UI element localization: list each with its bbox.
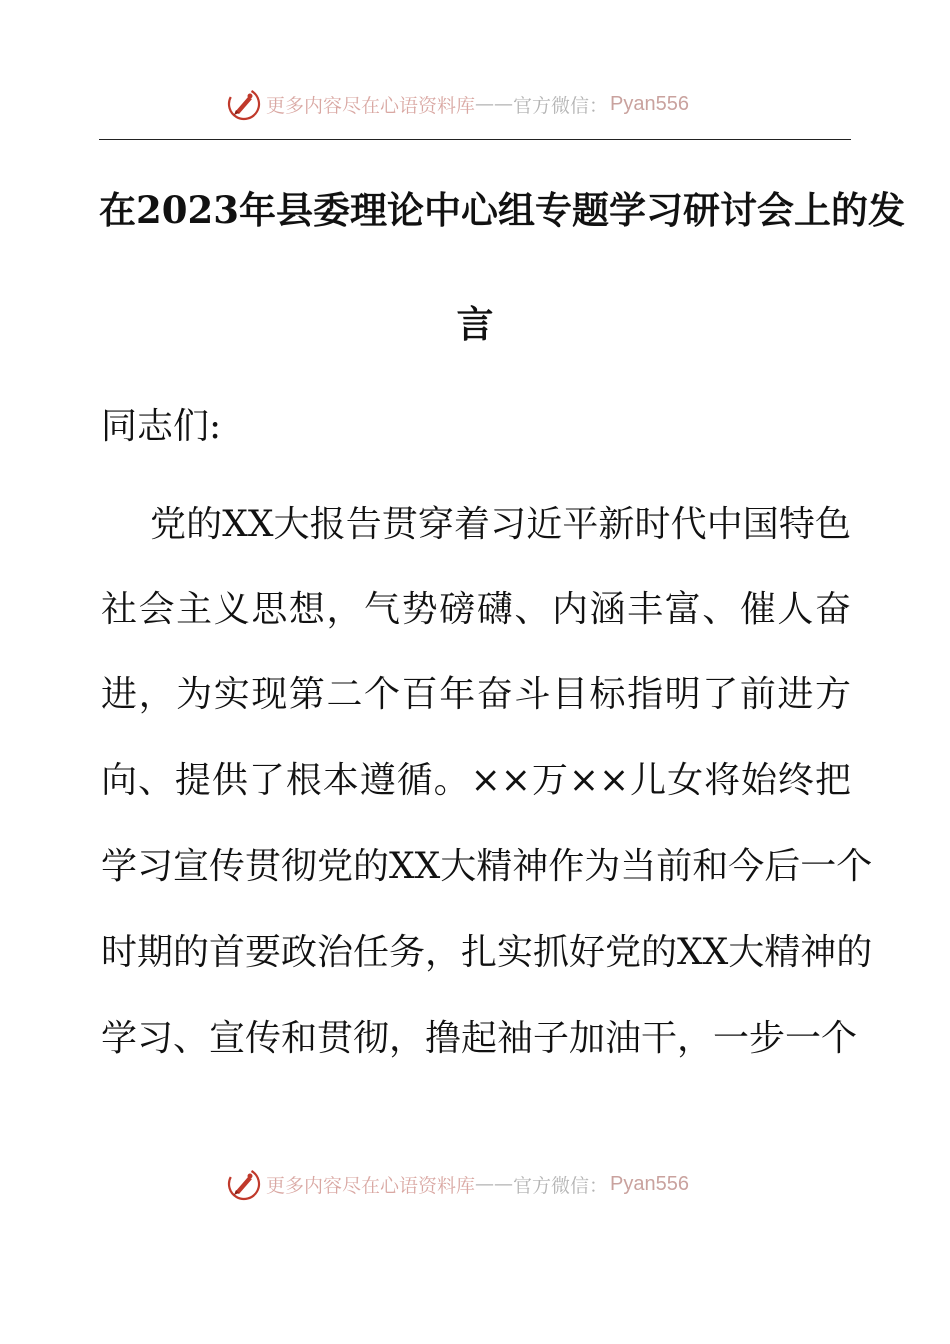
body-line: 进，为实现第二个百年奋斗目标指明了前进方 — [101, 674, 851, 715]
pen-logo-icon — [226, 86, 262, 122]
pen-logo-icon — [226, 1166, 262, 1202]
watermark-wechat-id: Pyan556 — [610, 92, 689, 115]
body-line: 社会主义思想，气势磅礴、内涵丰富、催人奋 — [101, 589, 851, 630]
header-watermark — [0, 84, 950, 124]
body-line: 学习宣传贯彻党的XX大精神作为当前和今后一个 — [101, 846, 873, 887]
body-line: 学习、宣传和贯彻，撸起袖子加油干，一步一个 — [101, 1018, 858, 1059]
document-title-line-1: 在2023年县委理论中心组专题学习研讨会上的发 — [99, 188, 905, 232]
body-line: 时期的首要政治任务，扎实抓好党的XX大精神的 — [101, 932, 873, 973]
watermark-main-text: 更多内容尽在心语资料库 — [266, 1174, 476, 1197]
watermark-separator: —— — [475, 93, 514, 115]
watermark-label: 官方微信： — [513, 1174, 609, 1197]
watermark-separator: —— — [475, 1173, 514, 1195]
footer-watermark — [0, 1164, 950, 1204]
salutation: 同志们: — [101, 406, 222, 447]
body-line: 向、提供了根本遵循。××万××儿女将始终把 — [101, 760, 851, 801]
body-line: 党的XX大报告贯穿着习近平新时代中国特色 — [150, 504, 851, 545]
header-rule — [99, 139, 851, 140]
watermark-wechat-id: Pyan556 — [610, 1172, 689, 1195]
watermark-main-text: 更多内容尽在心语资料库 — [266, 94, 476, 117]
watermark-label: 官方微信： — [513, 94, 609, 117]
document-title-line-2: 言 — [456, 302, 494, 346]
